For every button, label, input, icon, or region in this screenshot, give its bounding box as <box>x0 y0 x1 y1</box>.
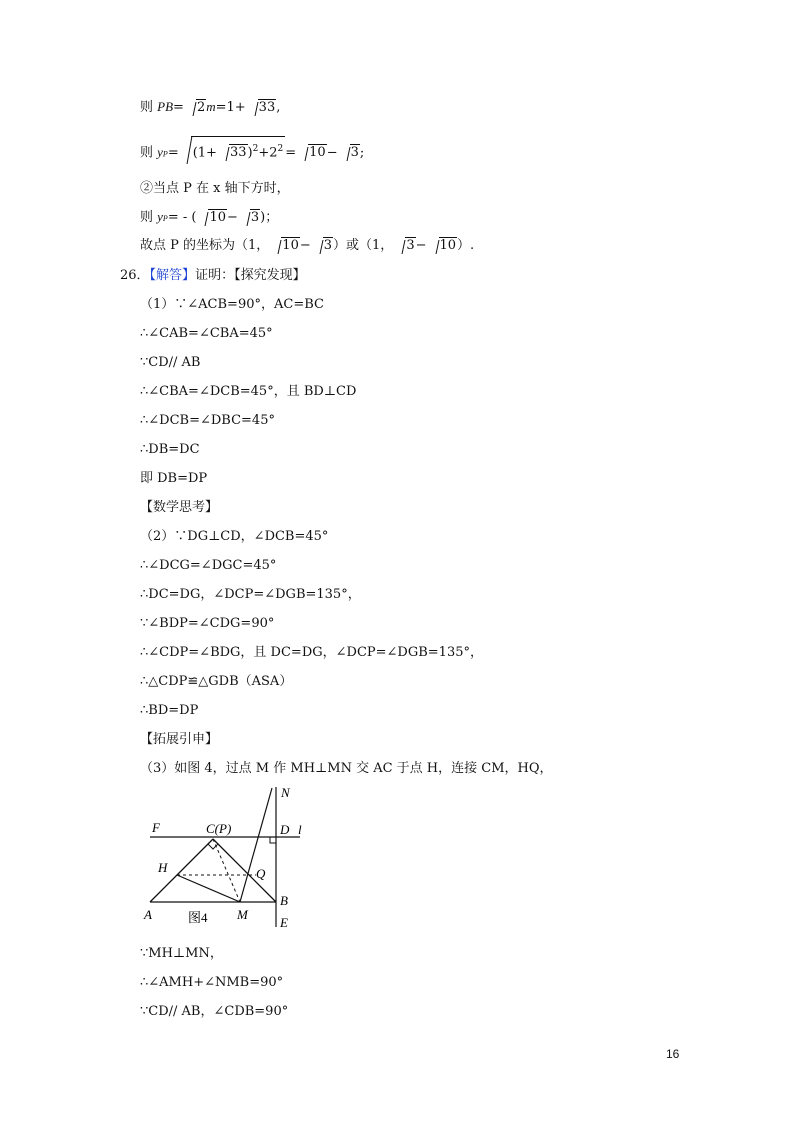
radicand: 3 <box>323 238 333 253</box>
label-CP: C(P) <box>206 821 232 836</box>
text: (1+ <box>192 145 217 161</box>
radicand: 10 <box>282 238 299 253</box>
text-line: ∴∠DCB=∠DBC=45° <box>140 413 275 428</box>
text: ）或（1， <box>333 238 394 253</box>
text-line: ∴∠CBA=∠DCB=45°，且 BD⊥CD <box>140 384 357 399</box>
text-line: ∵CD// AB <box>140 355 201 370</box>
text: +2 <box>258 145 278 161</box>
radicand: 10 <box>309 145 326 161</box>
problem-heading <box>120 266 306 286</box>
radicand: 3 <box>350 145 359 161</box>
text: = <box>173 100 184 115</box>
label-F: F <box>152 820 160 835</box>
sqrt <box>271 236 300 256</box>
sqrt <box>219 143 248 163</box>
label-H: H <box>158 860 168 875</box>
figure-caption: 图4 <box>188 910 208 925</box>
answer-tag: 【解答】 <box>149 268 196 283</box>
radicand: 3 <box>406 238 415 253</box>
var-y: y <box>157 209 163 224</box>
text: 则 <box>140 145 158 161</box>
problem-number: 26． <box>120 268 150 283</box>
sqrt <box>429 236 458 256</box>
subscript: P <box>162 149 168 159</box>
var-y: y <box>157 144 163 160</box>
exponent: 2 <box>277 144 284 154</box>
label-D: D <box>280 822 290 837</box>
text: − <box>326 145 338 161</box>
text: 证明：【探究发现】 <box>195 268 306 283</box>
formula-yp-neg <box>140 207 278 229</box>
section-heading: 【拓展引申】 <box>140 732 219 747</box>
sqrt <box>298 143 327 163</box>
text: ）. <box>457 238 475 253</box>
text-line: ∴BD=DP <box>140 703 199 718</box>
text-line: ②当点 P 在 x 轴下方时， <box>140 181 290 196</box>
radicand: 33 <box>258 100 276 115</box>
text-line: ∵CD// AB，∠CDB=90° <box>140 1004 289 1019</box>
var-m: m <box>206 99 216 114</box>
radicand: 10 <box>439 238 457 253</box>
var-pb: PB <box>157 99 174 114</box>
text-line: （1）∵∠ACB=90°，AC=BC <box>140 297 324 312</box>
radicand <box>191 136 286 163</box>
text-line: 即 DB=DP <box>140 471 208 486</box>
text: − <box>226 210 238 225</box>
sqrt <box>395 236 415 256</box>
text: 则 <box>140 100 158 115</box>
formula-coords <box>140 236 474 256</box>
text: )； <box>260 210 279 225</box>
text-line: ∴△CDP≌△GDB（ASA） <box>140 674 293 689</box>
sqrt <box>198 208 227 228</box>
text: 故点 P 的坐标为（1， <box>140 238 270 253</box>
sqrt <box>248 98 277 118</box>
text: − <box>415 238 427 253</box>
formula-yp <box>140 136 364 164</box>
label-E: E <box>280 915 288 930</box>
text: =1+ <box>215 100 246 115</box>
text: ) <box>247 145 253 161</box>
label-l: l <box>298 822 302 837</box>
text-line: ∵MH⊥MN， <box>140 946 223 961</box>
text-line: ∴∠DCG=∠DGC=45° <box>140 558 277 573</box>
text-line: ∴DC=DG，∠DCP=∠DGB=135°， <box>140 587 361 602</box>
text-line: ∴∠AMH+∠NMB=90° <box>140 975 284 990</box>
text: = - ( <box>167 210 197 225</box>
sqrt <box>340 143 360 163</box>
formula-pb <box>140 97 280 118</box>
label-A: A <box>144 907 152 922</box>
big-sqrt <box>179 136 286 163</box>
subscript: P <box>162 214 168 223</box>
text: = <box>285 145 297 161</box>
label-B: B <box>280 893 288 908</box>
text-line: ∵∠BDP=∠CDG=90° <box>140 616 275 631</box>
radicand: 3 <box>250 210 260 225</box>
text: 则 <box>140 210 158 225</box>
text: = <box>167 145 179 161</box>
sqrt <box>240 208 260 228</box>
text-line: ∴∠CAB=∠CBA=45° <box>140 326 273 341</box>
figure-4-diagram <box>140 782 320 932</box>
exponent: 2 <box>252 144 259 154</box>
sqrt <box>186 98 206 118</box>
label-N: N <box>281 785 290 800</box>
text-line: （2）∵DG⊥CD，∠DCB=45° <box>140 529 329 544</box>
text: , <box>276 100 281 115</box>
text-line: （3）如图 4，过点 M 作 MH⊥MN 交 AC 于点 H，连接 CM，HQ， <box>140 761 553 776</box>
text-line: ∴∠CDP=∠BDG，且 DC=DG，∠DCP=∠DGB=135°， <box>140 645 483 660</box>
label-Q: Q <box>256 866 266 881</box>
text: ; <box>359 145 365 161</box>
section-heading: 【数学思考】 <box>140 500 219 515</box>
radicand: 33 <box>229 145 247 161</box>
page-number: 16 <box>666 1047 680 1061</box>
sqrt <box>313 236 333 256</box>
text: − <box>299 238 311 253</box>
text-line: ∴DB=DC <box>140 442 200 457</box>
radicand: 2 <box>196 100 206 115</box>
label-M: M <box>237 907 248 922</box>
radicand: 10 <box>209 210 226 225</box>
